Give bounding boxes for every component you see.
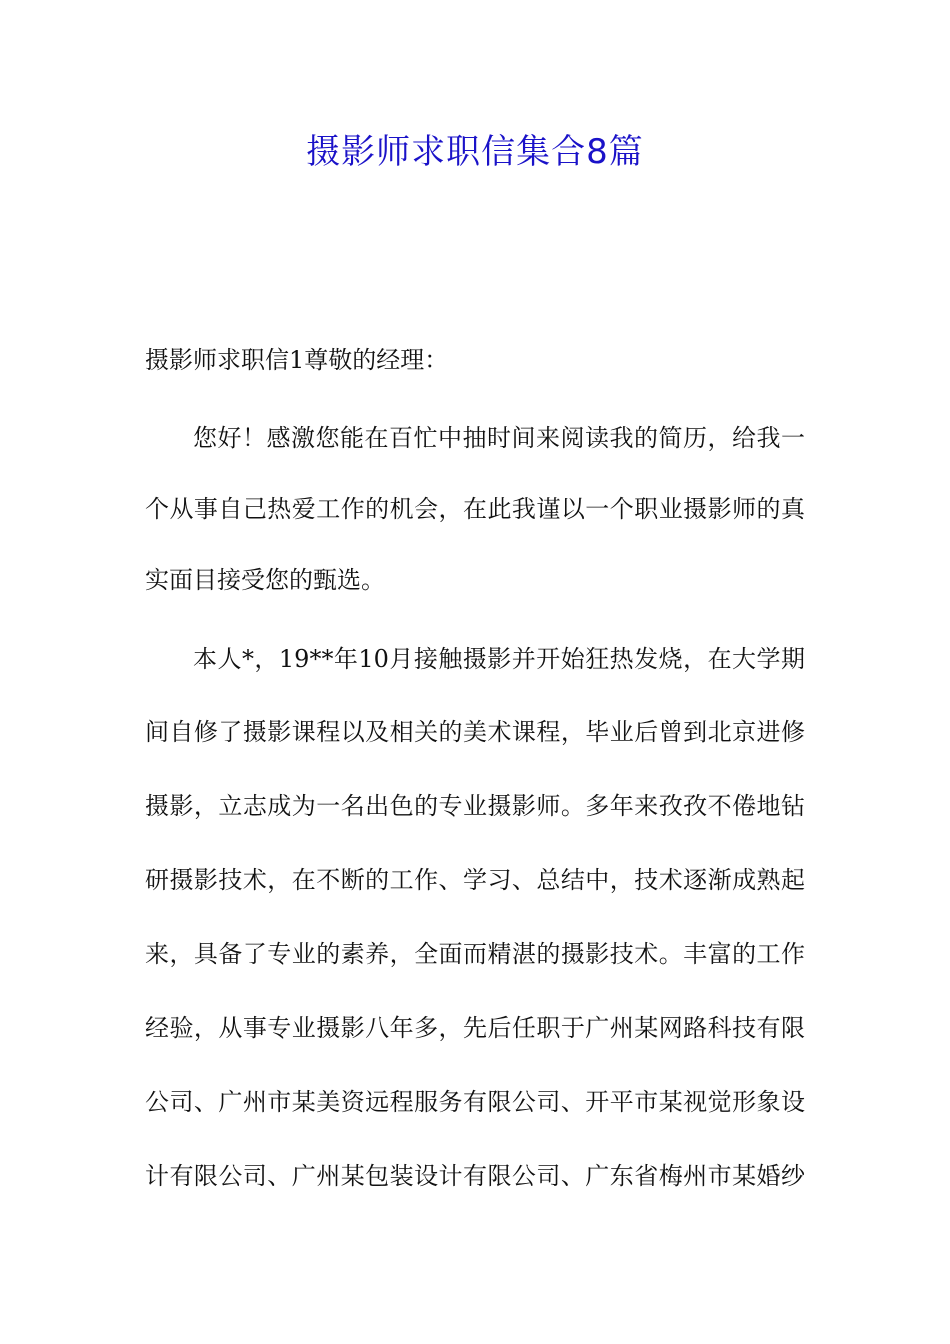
paragraph-line: 公司、广州市某美资远程服务有限公司、开平市某视觉形象设: [145, 1088, 805, 1116]
paragraph-line: 来，具备了专业的素养，全面而精湛的摄影技术。丰富的工作: [145, 940, 805, 968]
paragraph-line: 研摄影技术，在不断的工作、学习、总结中，技术逐渐成熟起: [145, 866, 805, 894]
page-title: 摄影师求职信集合8篇: [306, 132, 644, 172]
paragraph-line: 您好！感激您能在百忙中抽时间来阅读我的简历，给我一: [193, 424, 805, 452]
letter-greeting-line: 摄影师求职信1尊敬的经理：: [145, 346, 449, 374]
paragraph-line: 计有限公司、广州某包装设计有限公司、广东省梅州市某婚纱: [145, 1162, 805, 1190]
paragraph-line: 个从事自己热爱工作的机会，在此我谨以一个职业摄影师的真: [145, 495, 805, 523]
paragraph-line: 本人*，19**年10月接触摄影并开始狂热发烧，在大学期: [193, 645, 805, 673]
paragraph-line: 经验，从事专业摄影八年多，先后任职于广州某网路科技有限: [145, 1014, 805, 1042]
paragraph-line: 实面目接受您的甄选。: [145, 566, 385, 594]
paragraph-line: 间自修了摄影课程以及相关的美术课程，毕业后曾到北京进修: [145, 718, 805, 746]
paragraph-line: 摄影，立志成为一名出色的专业摄影师。多年来孜孜不倦地钻: [145, 792, 805, 820]
